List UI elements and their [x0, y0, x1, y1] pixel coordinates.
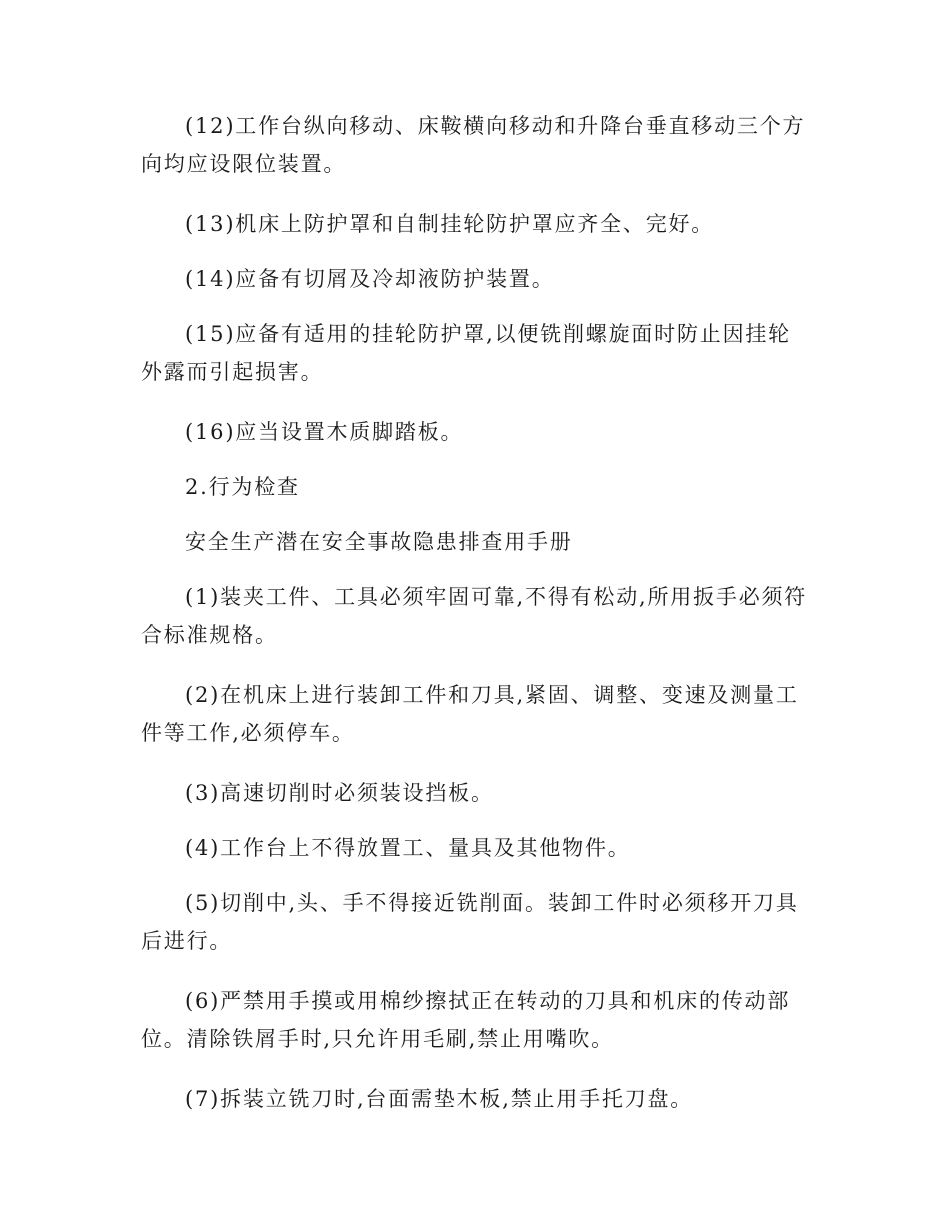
paragraph-item-14: (14)应备有切屑及冷却液防护装置。	[185, 267, 555, 291]
paragraph-item-4: (4)工作台上不得放置工、量具及其他物件。	[185, 836, 631, 860]
manual-title-line: 安全生产潜在安全事故隐患排查用手册	[185, 530, 573, 554]
paragraph-item-16: (16)应当设置木质脚踏板。	[185, 420, 464, 444]
paragraph-item-5: (5)切削中,头、手不得接近铣削面。装卸工件时必须移开刀具后进行。	[141, 891, 799, 953]
paragraph-item-6: (6)严禁用手摸或用棉纱擦拭正在转动的刀具和机床的传动部位。清除铁屑手时,只允许用毛刷,禁止用嘴吹。	[141, 989, 791, 1051]
paragraph-item-12: (12)工作台纵向移动、床鞍横向移动和升降台垂直移动三个方向均应设限位装置。	[141, 114, 806, 176]
paragraph-item-1: (1)装夹工件、工具必须牢固可靠,不得有松动,所用扳手必须符合标准规格。	[141, 585, 808, 647]
section-heading-behavior-check: 2.行为检查	[185, 475, 300, 499]
paragraph-item-2: (2)在机床上进行装卸工件和刀具,紧固、调整、变速及测量工件等工作,必须停车。	[141, 683, 799, 745]
paragraph-item-7: (7)拆装立铣刀时,台面需垫木板,禁止用手托刀盘。	[185, 1087, 694, 1111]
document-body	[141, 107, 813, 1135]
paragraph-item-13: (13)机床上防护罩和自制挂轮防护罩应齐全、完好。	[185, 212, 715, 236]
paragraph-item-3: (3)高速切削时必须装设挡板。	[185, 781, 494, 805]
paragraph-item-15: (15)应备有适用的挂轮防护罩,以便铣削螺旋面时防止因挂轮外露而引起损害。	[141, 322, 791, 384]
